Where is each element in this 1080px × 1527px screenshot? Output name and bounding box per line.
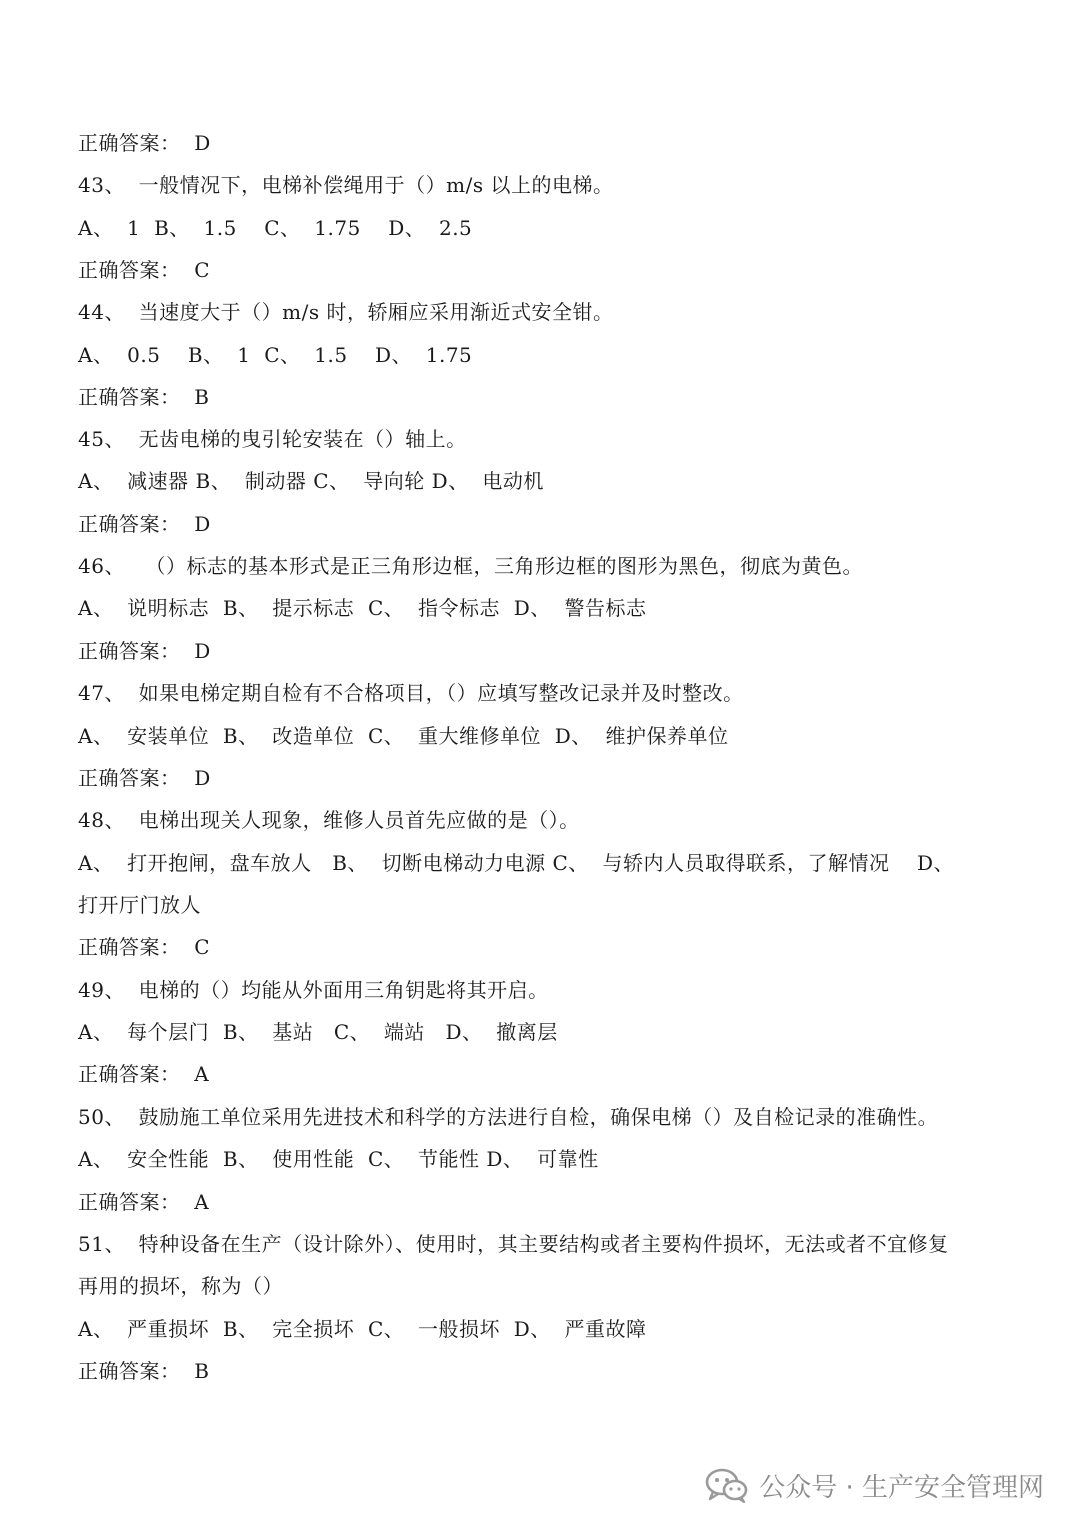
text-line: 正确答案： C [78, 258, 211, 282]
text-line: 44、 当速度大于（）m/s 时，轿厢应采用渐近式安全钳。 [78, 300, 614, 324]
text-line: 正确答案： D [78, 512, 211, 536]
text-line: 43、 一般情况下，电梯补偿绳用于（）m/s 以上的电梯。 [78, 173, 614, 197]
text-line: 50、 鼓励施工单位采用先进技术和科学的方法进行自检，确保电梯（）及自检记录的准确性。 [78, 1105, 939, 1129]
text-line: A、 每个层门 B、 基站 C、 端站 D、 撤离层 [78, 1020, 558, 1044]
text-line: A、 安全性能 B、 使用性能 C、 节能性 D、 可靠性 [78, 1147, 599, 1171]
text-line: 打开厅门放人 [78, 893, 201, 917]
text-line: A、 安装单位 B、 改造单位 C、 重大维修单位 D、 维护保养单位 [78, 724, 729, 748]
text-line: 再用的损坏，称为（） [78, 1274, 283, 1298]
text-line: 51、 特种设备在生产（设计除外）、使用时，其主要结构或者主要构件损坏，无法或者不宜修复 [78, 1232, 949, 1256]
text-line: 47、 如果电梯定期自检有不合格项目，（）应填写整改记录并及时整改。 [78, 681, 744, 705]
text-line: A、 严重损坏 B、 完全损坏 C、 一般损坏 D、 严重故障 [78, 1317, 647, 1341]
wechat-icon [705, 1467, 749, 1503]
text-line: 46、 （）标志的基本形式是正三角形边框，三角形边框的图形为黑色，彻底为黄色。 [78, 554, 864, 578]
text-line: 正确答案： B [78, 385, 210, 409]
text-line: 48、 电梯出现关人现象，维修人员首先应做的是（）。 [78, 808, 580, 832]
text-line: 正确答案： C [78, 935, 211, 959]
text-line: 正确答案： D [78, 131, 211, 155]
text-line: 正确答案： B [78, 1359, 210, 1383]
text-line: 正确答案： A [78, 1190, 210, 1214]
text-line: A、 打开抱闸，盘车放人 B、 切断电梯动力电源 C、 与轿内人员取得联系，了解情况 D、 [78, 851, 954, 875]
text-line: 49、 电梯的（）均能从外面用三角钥匙将其开启。 [78, 978, 549, 1002]
text-line: 正确答案： D [78, 766, 211, 790]
watermark-text: 公众号 · 生产安全管理网 [759, 1472, 1044, 1503]
text-line: A、 说明标志 B、 提示标志 C、 指令标志 D、 警告标志 [78, 596, 647, 620]
watermark [705, 1463, 1044, 1507]
text-line: 45、 无齿电梯的曳引轮安装在（）轴上。 [78, 427, 467, 451]
text-line: A、 1 B、 1.5 C、 1.75 D、 2.5 [78, 216, 473, 240]
text-line: 正确答案： D [78, 639, 211, 663]
text-line: A、 0.5 B、 1 C、 1.5 D、 1.75 [78, 343, 473, 367]
text-line: A、 减速器 B、 制动器 C、 导向轮 D、 电动机 [78, 469, 544, 493]
text-line: 正确答案： A [78, 1062, 210, 1086]
